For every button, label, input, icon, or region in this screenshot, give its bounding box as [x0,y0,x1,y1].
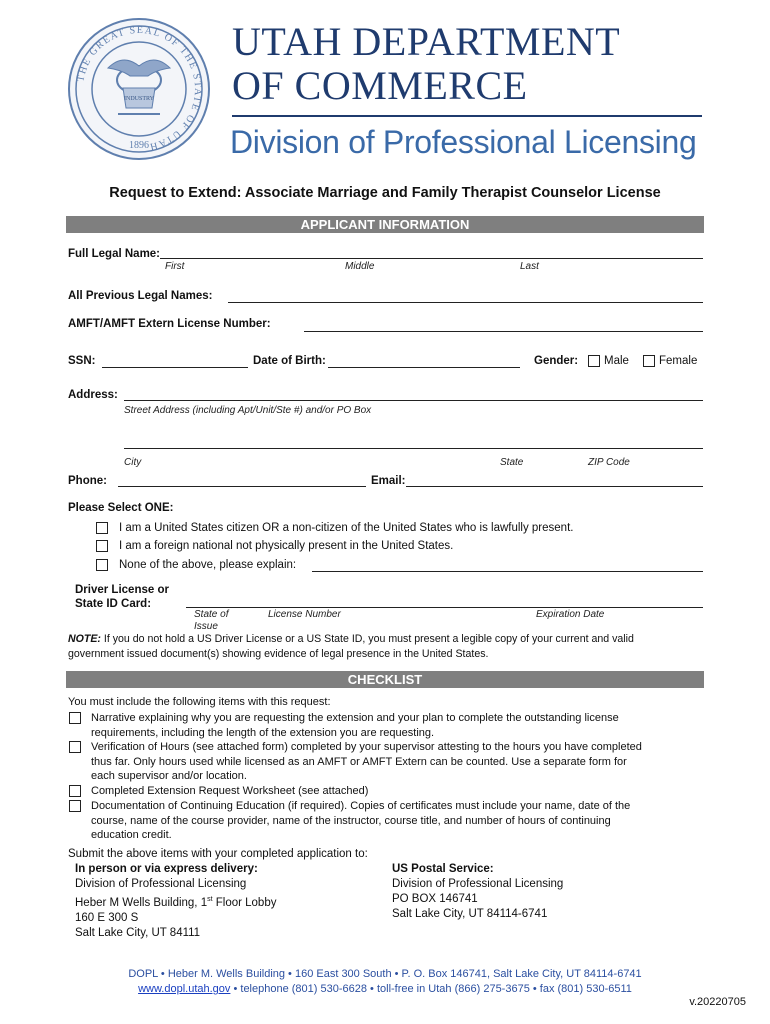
gender-male-checkbox[interactable] [588,355,600,367]
dob-label: Date of Birth: [253,355,326,367]
ssn-field[interactable] [102,367,248,368]
citizen-option-checkbox[interactable] [96,522,108,534]
license-number-hint: License Number [268,609,341,620]
checklist-intro: You must include the following items with this request: [68,696,331,708]
explain-field[interactable] [312,571,703,572]
previous-names-label: All Previous Legal Names: [68,290,213,302]
select-one-label: Please Select ONE: [68,502,174,514]
seal-ring-text: THE GREAT SEAL OF THE STATE OF UTAH [75,24,204,153]
city-state-zip-field[interactable] [124,448,703,449]
gender-male-label: Male [604,355,629,367]
state-of-issue-hint: State of [194,609,229,620]
utah-state-seal [68,18,210,160]
citizen-option-label: I am a United States citizen OR a non-citizen of the United States who is lawfully present. [119,522,574,534]
checklist-ce-text: Documentation of Continuing Education (if required). Copies of certificates must include your name, date of the course, name of the course provider, name of the instructor, course title, and number of hours of continuing education credit. [91,800,631,841]
ssn-label: SSN: [68,355,96,367]
note-text-line1: If you do not hold a US Driver License or a US State ID, you must present a legible copy of your current and valid [100,633,634,645]
middle-name-hint: Middle [345,261,375,272]
none-of-above-checkbox[interactable] [96,559,108,571]
header-divider [232,115,702,117]
footer-address: DOPL • Heber M. Wells Building • 160 East 300 South • P. O. Box 146741, Salt Lake City, UT 84114-6741 [128,968,642,980]
driver-license-field[interactable] [186,607,703,608]
section-header-applicant: APPLICANT INFORMATION [66,216,704,233]
seal-motto: INDUSTRY [123,96,155,102]
street-address-field[interactable] [124,400,703,401]
note-label: NOTE: [68,633,101,645]
email-label: Email: [371,475,406,487]
seal-year: 1896 [129,140,149,151]
submit-intro: Submit the above items with your completed application to: [68,848,368,860]
note-text-line2: government issued document(s) showing evidence of legal presence in the United States. [68,647,489,660]
org-name-line2: OF COMMERCE [232,63,528,108]
address-label: Address: [68,389,118,401]
dob-field[interactable] [328,367,520,368]
previous-names-field[interactable] [228,302,703,303]
gender-female-label: Female [659,355,698,367]
checklist-hours-checkbox[interactable] [69,741,81,753]
org-name-line1: UTAH DEPARTMENT [232,19,621,64]
last-name-hint: Last [520,261,539,272]
postal-address-block: US Postal Service: Division of Professional Licensing PO BOX 146741 Salt Lake City, UT 84114-6741 [392,863,564,920]
state-hint: State [500,457,524,468]
full-name-label: Full Legal Name: [68,248,161,260]
phone-field[interactable] [118,486,366,487]
state-of-issue-hint-2: Issue [194,621,218,632]
checklist-narrative-text: Narrative explaining why you are requesting the extension and your plan to complete the outstanding license requirements, including the length of the extension you are requesting. [91,712,619,739]
state-id-label: State ID Card: [75,598,152,610]
legal-presence-note [68,632,708,661]
gender-label: Gender: [534,355,579,367]
footer-contact [0,983,770,995]
in-person-heading: In person or via express delivery: [75,863,258,875]
full-name-field[interactable] [160,258,703,259]
gender-female-checkbox[interactable] [643,355,655,367]
checklist-worksheet-checkbox[interactable] [69,785,81,797]
form-title: Request to Extend: Associate Marriage and Family Therapist Counselor License [109,185,661,201]
zip-hint: ZIP Code [588,457,630,468]
street-address-hint: Street Address (including Apt/Unit/Ste #) and/or PO Box [124,405,372,416]
checklist-ce-checkbox[interactable] [69,800,81,812]
section-header-checklist: CHECKLIST [66,671,704,688]
postal-heading: US Postal Service: [392,863,494,875]
driver-license-label: Driver License or [75,584,169,596]
footer-phone-numbers: • telephone (801) 530-6628 • toll-free in Utah (866) 275-3675 • fax (801) 530-6511 [230,983,632,995]
checklist-hours-text: Verification of Hours (see attached form) completed by your supervisor attesting to the hours you have completed thus far. Only hours used while licensed as an AMFT or AMFT Extern can be counted. Use a separate form for each supervisor and/or location. [91,741,642,782]
dopl-website-link[interactable]: www.dopl.utah.gov [138,983,231,995]
foreign-national-checkbox[interactable] [96,540,108,552]
phone-label: Phone: [68,475,107,487]
expiration-date-hint: Expiration Date [536,609,605,620]
license-number-label: AMFT/AMFT Extern License Number: [68,318,271,330]
license-number-field[interactable] [304,331,703,332]
city-hint: City [124,457,142,468]
checklist-narrative-checkbox[interactable] [69,712,81,724]
none-of-above-label: None of the above, please explain: [119,559,297,571]
email-field[interactable] [406,486,703,487]
first-name-hint: First [165,261,185,272]
in-person-address-block: In person or via express delivery: Division of Professional Licensing Heber M Wells Building, 1st Floor Lobby 160 E 300 S Salt Lake City, UT 84111 [75,863,277,939]
checklist-worksheet-text: Completed Extension Request Worksheet (see attached) [91,785,369,797]
division-name: Division of Professional Licensing [230,124,697,160]
version-label: v.20220705 [689,996,746,1008]
foreign-national-label: I am a foreign national not physically present in the United States. [119,540,454,552]
